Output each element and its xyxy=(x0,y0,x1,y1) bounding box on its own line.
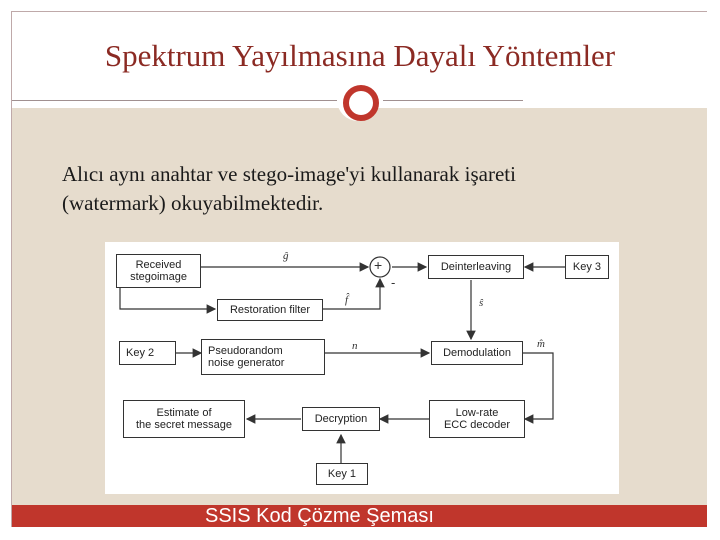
header-rule-left xyxy=(12,100,337,101)
label-g-hat: ĝ xyxy=(283,250,289,262)
body-text-line-1: Alıcı aynı anahtar ve stego-image'yi kullanarak işareti xyxy=(62,162,516,186)
circle-ornament-ring xyxy=(343,85,379,121)
deinterleaving-block: Deinterleaving xyxy=(428,255,524,279)
key1-block: Key 1 xyxy=(316,463,368,485)
demodulation-block: Demodulation xyxy=(431,341,523,365)
sum-plus-sign: + xyxy=(374,257,383,273)
estimate-block: Estimate of the secret message xyxy=(123,400,245,438)
slide-title: Spektrum Yayılmasına Dayalı Yöntemler xyxy=(104,38,616,73)
decryption-block: Decryption xyxy=(302,407,380,431)
ssis-decoding-diagram xyxy=(105,242,619,494)
received-stegoimage-block: Received stegoimage xyxy=(116,254,201,288)
label-n: n xyxy=(352,340,358,352)
body-text-line-2: (watermark) okuyabilmektedir. xyxy=(62,191,324,215)
key2-block: Key 2 xyxy=(119,341,176,365)
prng-block: Pseudorandom noise generator xyxy=(201,339,325,375)
key3-block: Key 3 xyxy=(565,255,609,279)
header-rule-right xyxy=(383,100,523,101)
label-m-hat: m̂ xyxy=(537,338,545,350)
slide-body-text xyxy=(62,160,682,218)
restoration-filter-block: Restoration filter xyxy=(217,299,323,321)
label-s-hat: ŝ xyxy=(479,297,484,309)
sum-minus-sign: - xyxy=(391,275,396,290)
ecc-decoder-block: Low-rate ECC decoder xyxy=(429,400,525,438)
diagram-caption: SSIS Kod Çözme Şeması xyxy=(205,505,434,527)
label-f-hat: f̂ xyxy=(345,294,349,306)
